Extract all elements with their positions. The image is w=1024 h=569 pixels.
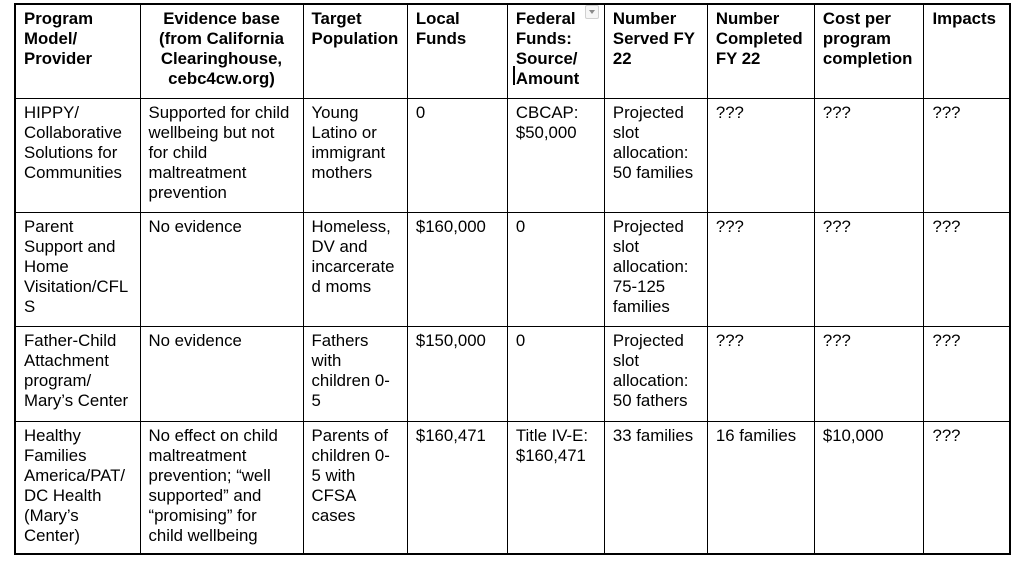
- cell-number-completed[interactable]: ???: [707, 326, 814, 421]
- cell-program[interactable]: Parent Support and Home Visitation/CFLS: [15, 212, 140, 326]
- header-cell-number-completed[interactable]: Number Completed FY 22: [707, 4, 814, 98]
- cell-target[interactable]: Young Latino or immigrant mothers: [303, 98, 407, 212]
- cell-evidence[interactable]: No effect on child maltreatment prevention; “well supported” and “promising” for child wellbeing: [140, 421, 303, 554]
- cell-target[interactable]: Parents of children 0-5 with CFSA cases: [303, 421, 407, 554]
- header-cell-impacts[interactable]: Impacts: [924, 4, 1010, 98]
- text-cursor: [513, 66, 515, 85]
- cell-cost[interactable]: ???: [814, 212, 924, 326]
- table-row-parent-support: [15, 212, 1010, 326]
- header-cell-target-population[interactable]: Target Population: [303, 4, 407, 98]
- table-row-healthy-families: [15, 421, 1010, 554]
- table-options-button[interactable]: [585, 5, 599, 19]
- cell-number-served[interactable]: 33 families: [604, 421, 707, 554]
- cell-number-served[interactable]: Projected slot allocation: 75-125 families: [604, 212, 707, 326]
- cell-federal-funds[interactable]: 0: [507, 326, 604, 421]
- cell-cost[interactable]: $10,000: [814, 421, 924, 554]
- cell-federal-funds[interactable]: 0: [507, 212, 604, 326]
- cell-number-completed[interactable]: ???: [707, 98, 814, 212]
- cell-local-funds[interactable]: 0: [407, 98, 507, 212]
- cell-number-completed[interactable]: ???: [707, 212, 814, 326]
- chevron-down-icon: [589, 10, 595, 14]
- header-cell-evidence-base[interactable]: Evidence base (from California Clearinghouse, cebc4cw.org): [140, 4, 303, 98]
- cell-evidence[interactable]: Supported for child wellbeing but not for child maltreatment prevention: [140, 98, 303, 212]
- header-cell-federal-funds[interactable]: Federal Funds: Source/ Amount: [507, 4, 604, 98]
- cell-program[interactable]: Healthy Families America/PAT/ DC Health (Mary’s Center): [15, 421, 140, 554]
- header-cell-number-served[interactable]: Number Served FY 22: [604, 4, 707, 98]
- table-row-hippy: [15, 98, 1010, 212]
- cell-number-served[interactable]: Projected slot allocation: 50 families: [604, 98, 707, 212]
- cell-federal-funds[interactable]: Title IV-E: $160,471: [507, 421, 604, 554]
- cell-program[interactable]: HIPPY/ Collaborative Solutions for Communities: [15, 98, 140, 212]
- cell-federal-funds[interactable]: CBCAP: $50,000: [507, 98, 604, 212]
- cell-target[interactable]: Homeless, DV and incarcerated moms: [303, 212, 407, 326]
- cell-impacts[interactable]: ???: [924, 421, 1010, 554]
- cell-evidence[interactable]: No evidence: [140, 212, 303, 326]
- cell-impacts[interactable]: ???: [924, 212, 1010, 326]
- cell-local-funds[interactable]: $160,471: [407, 421, 507, 554]
- cell-target[interactable]: Fathers with children 0-5: [303, 326, 407, 421]
- cell-program[interactable]: Father-Child Attachment program/ Mary’s Center: [15, 326, 140, 421]
- cell-cost[interactable]: ???: [814, 326, 924, 421]
- cell-number-served[interactable]: Projected slot allocation: 50 fathers: [604, 326, 707, 421]
- cell-evidence[interactable]: No evidence: [140, 326, 303, 421]
- table-row-father-child: [15, 326, 1010, 421]
- cell-local-funds[interactable]: $160,000: [407, 212, 507, 326]
- cell-impacts[interactable]: ???: [924, 326, 1010, 421]
- program-funding-table: [14, 3, 1011, 555]
- header-cell-cost-per-completion[interactable]: Cost per program completion: [814, 4, 924, 98]
- cell-local-funds[interactable]: $150,000: [407, 326, 507, 421]
- header-cell-local-funds[interactable]: Local Funds: [407, 4, 507, 98]
- cell-number-completed[interactable]: 16 families: [707, 421, 814, 554]
- cell-cost[interactable]: ???: [814, 98, 924, 212]
- header-cell-program-model-provider[interactable]: Program Model/ Provider: [15, 4, 140, 98]
- cell-impacts[interactable]: ???: [924, 98, 1010, 212]
